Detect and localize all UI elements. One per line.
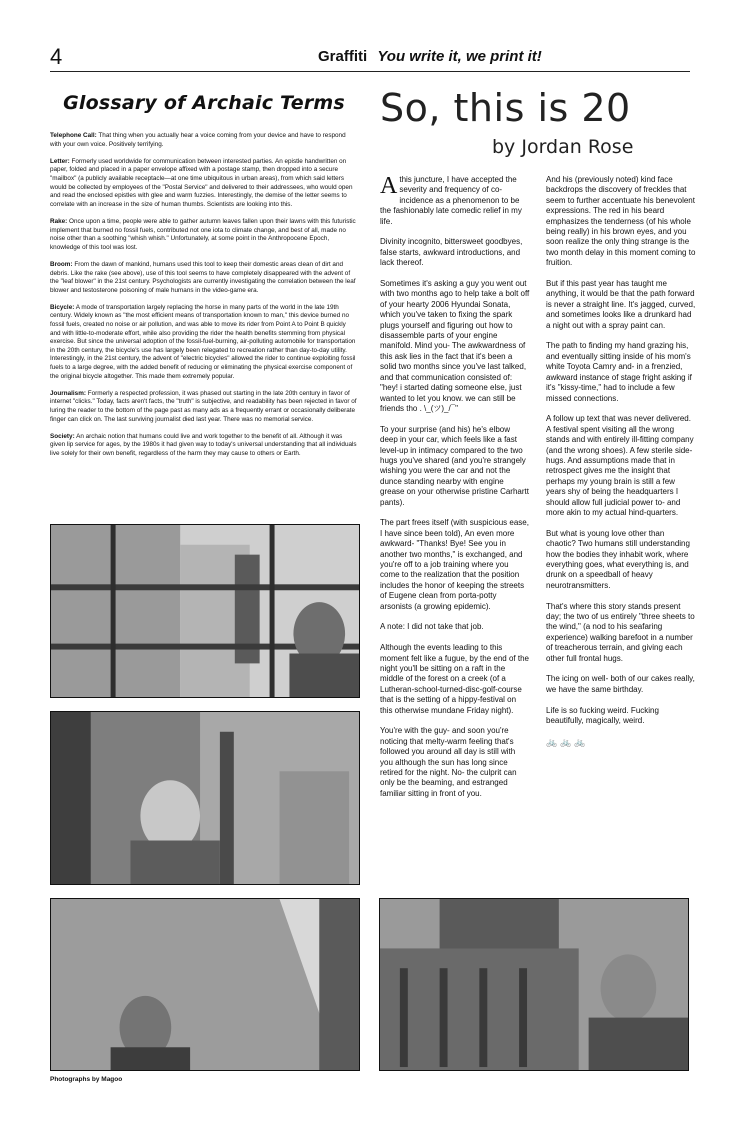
glossary-definition: Formerly used worldwide for communication between interested parties. An epistle handwritten on paper, folded and placed in a paper envelope affixed with a postage stamp, then dropped into a secure "mailbox" (a publicly available receptacle—at one time ubiquitous in urban areas), from which said letters would be collected by employees of the "Postal Service" and delivered to their addressees, who would open and read the enclosed epistles with glee and warm fuzzies. Interestingly, the demise of the letter seems to correlate with an increase in the size of human thumbs. Scientists are looking into this. [50, 157, 353, 208]
glossary-entry [50, 218, 358, 252]
article-paragraph: Life is so fucking weird. Fucking beautifully, magically, weird. [546, 705, 659, 726]
article-paragraph: But what is young love other than chaotic? Two humans still understanding how the bodies they inhabit work, where everything goes, what everything is, and drunk on a speedball of heavy neurotransmitters. [546, 528, 690, 590]
article-paragraph: Divinity incognito, bittersweet goodbyes, false starts, awkward introductions, and lack thereof. [380, 237, 523, 268]
photo-woman-window [50, 711, 360, 885]
glossary-entry [50, 304, 358, 381]
article-paragraph: The icing on well- both of our cakes really, we have the same birthday. [546, 674, 695, 694]
photo-credit: Photographs by Magoo [50, 1076, 123, 1083]
glossary-term: Letter: [50, 157, 70, 165]
glossary-section [50, 92, 358, 467]
article-paragraph: You're with the guy- and soon you're noticing that melty-warm feeling that's followed you around all day is still with you although the sun has long since retired for the night. No- the culprit can only be the beaming, and estranged familiar sitting in front of you. [380, 726, 517, 798]
drop-cap: A [380, 173, 398, 199]
glossary-term: Society: [50, 432, 75, 440]
page-number: 4 [50, 44, 63, 69]
masthead-tagline: You write it, we print it! [377, 48, 542, 65]
page-header [50, 44, 690, 72]
article-byline: by Jordan Rose [492, 136, 634, 158]
masthead [318, 48, 542, 65]
article-paragraph: But if this past year has taught me anything, it would be that the path forward is never a straight line. It's jagged, curved, and sometimes looks like a drunkard had a night out with a spray paint can. [546, 279, 696, 330]
glossary-definition: An archaic notion that humans could live and work together to the benefit of all. Although it was given lip service for ages, by the 1980s it had given way to today's universal understanding that all individuals live solely for their own benefit, regardless of the harm they may cause to others or Earth. [50, 432, 357, 457]
glossary-term: Bicycle: [50, 303, 75, 311]
article-paragraph: A note: I did not take that job. [380, 622, 484, 632]
article-title: So, this is 20 [380, 86, 631, 130]
glossary-term: Rake: [50, 217, 68, 225]
article-paragraph: A follow up text that was never delivered. A festival spent visiting all the wrong stands and with entirely ill-fitting company (and the wrong shoes). A few sterile side-hugs. And assumptions made that in retrospect gives me the insight that perhaps my young brain is still a few years shy of being the headquarters I should allow full judicial power to- and more akin to my actual hind-quarters. [546, 414, 694, 517]
glossary-term: Journalism: [50, 389, 86, 397]
photo-woman-wall [50, 898, 360, 1071]
article-column-right [546, 175, 696, 747]
glossary-definition: Once upon a time, people were able to gather autumn leaves fallen upon their lawns with this futuristic implement that burned no fossil fuels, contributed not one iota to climate change, and best of all, made no noise other than a soothing "whish whish." Unfortunately, at some point in the Anthropocene Epoch, knowledge of this tool was lost. [50, 217, 356, 251]
article-paragraph: The path to finding my hand grazing his, and eventually sitting inside of his mom's white Toyota Camry and- in a frenzied, awkward instance of stage fright asking if it's "kissy-time," had to include a few missed connections. [546, 341, 692, 403]
glossary-entry [50, 390, 358, 424]
bicycle-icon: 🚲🚲🚲 [546, 736, 589, 747]
article-paragraph: Although the events leading to this moment felt like a fugue, by the end of the night you'll be sitting on a raft in the middle of the forest on a creek (of a Lutheran-school-turned-disc-golf-course that is the setting of a hippy-festival on this otherwise mundane Friday night). [380, 643, 529, 715]
glossary-definition: A mode of transportation largely replacing the horse in many parts of the world in the late 19th century. Widely known as "the most efficient means of transportation known to man," this device burned no fossil fuels, created no noise or air pollution, and was able to move its rider from Point A to Point B quickly and with little-to-moderate effort, while also providing the rider the health benefits stemming from physical exercise. But since the universal adoption of the fossil-fuel-burning, air-polluting automobile for transportation in the 20th century, the bicycle's use has largely been relegated to recreation rather than day-to-day utility. Interestingly, in the 21st century, the advent of "electric bicycles" allowed the rider to continue exploiting fossil fuels to a large degree, with the added benefit of reducing or eliminating the physical exercise component of the original bicycle altogether. This made them extremely popular. [50, 303, 356, 380]
glossary-term: Telephone Call: [50, 132, 97, 139]
glossary-definition: From the dawn of mankind, humans used this tool to keep their domestic areas clean of dirt and debris. Like the rake (see above), use of this tool seems to have completely disappeared with the advent of the "leaf blower" in the 21st century. Psychologists are currently investigating the correlation between the leaf blower and testosterone poisoning of male humans in the video-game era. [50, 260, 356, 294]
glossary-title: Glossary of Archaic Terms [63, 92, 345, 114]
glossary-term: Broom: [50, 260, 73, 268]
glossary-definition: That thing when you actually hear a voice coming from your device and have to respond with your own voice. Positively terrifying. [50, 132, 346, 148]
article-paragraph: To your surprise (and his) he's elbow deep in your car, which feels like a fast level-up in intimacy compared to the two hugs you've shared (and you're strangely wishing you were the car and not the dunce standing nearby with engine grease on your otherwise pristine Carhartt pants). [380, 424, 529, 507]
glossary-entry [50, 261, 358, 295]
article-paragraph: And his (previously noted) kind face backdrops the discovery of freckles that seem to further accentuate his benevolent expressions. The red in his beard emphasizes the tenderness (of his whole being really) in his brown eyes, and you soon realize the only thing strange is the two month delay in this moment coming to fruition. [546, 175, 696, 268]
article-paragraph: Sometimes it's asking a guy you went out with two months ago to help take a bolt off of your hearty 2006 Hyundai Sonata, which you've taken to fixing the spark plugs yourself and figuring out how to disassemble parts of your engine manifold. Mind you- The awkwardness of this ask lies in the fact that it's been a solid two months since you've last talked, and that communication consisted of: "hey! i started dating someone else, just wanted to let you know. we can still be friends tho . \_(ツ)_/¯" [380, 279, 530, 413]
masthead-brand: Graffiti [318, 48, 368, 65]
glossary-entry [50, 132, 358, 149]
photo-buildings-man [379, 898, 689, 1071]
article-paragraph: The part frees itself (with suspicious ease, I have since been told), An even more awkward- "Thanks! Bye! See you in another two months," is exchanged, and you're off to a job training where you come to the realization that the position includes the honor of keeping the streets of Eugene clean from porta-potty arsonists (a growing epidemic). [380, 518, 529, 611]
glossary-entry [50, 433, 358, 459]
article-column-left [380, 175, 530, 810]
article-paragraph: A this juncture, I have accepted the severity and frequency of co-incidence as a phenomenon to be the fashionably late comedic relief in my life. [380, 173, 522, 226]
photo-street-scaffolding [50, 524, 360, 698]
article-paragraph: That's where this story stands present day; the two of us entirely "three sheets to the wind," (a nod to his seafaring experience) walking barefoot in a number of treacherous terrain, and giving each other full frontal hugs. [546, 601, 695, 663]
glossary-entry [50, 158, 358, 210]
glossary-definition: Formerly a respected profession, it was phased out starting in the late 20th century in favor of internet "clicks." Today, facts aren't facts, the "truth" is subjective, and readability has been rejected in favor of luring the reader to the bottom of the page past as many ads as a frequently errant or occasionally deliberate finger can click on. The last surviving journalist died last year. There was no memorial service. [50, 389, 357, 423]
